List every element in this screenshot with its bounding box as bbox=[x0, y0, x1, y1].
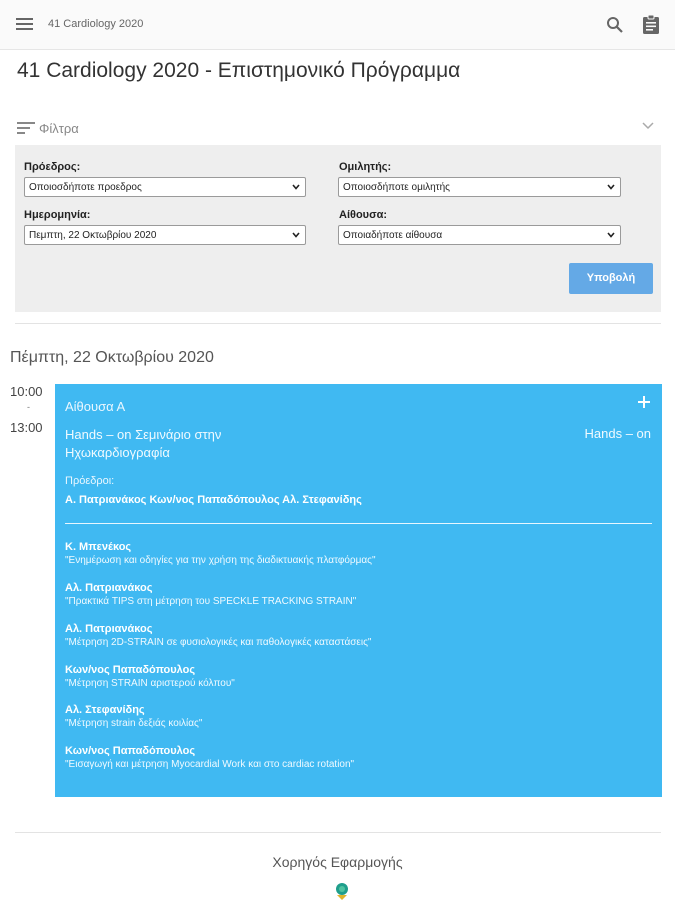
menu-icon[interactable] bbox=[16, 18, 33, 31]
clipboard-icon[interactable] bbox=[642, 14, 660, 35]
talk-item bbox=[65, 704, 645, 731]
session-card[interactable] bbox=[55, 384, 662, 797]
divider bbox=[15, 832, 661, 833]
session-time-start: 10:00 bbox=[10, 384, 43, 399]
session-type: Hands – on bbox=[584, 426, 651, 441]
chevron-down-icon bbox=[607, 231, 615, 239]
session-time-separator: - bbox=[27, 402, 30, 412]
speaker-select[interactable] bbox=[338, 177, 621, 197]
talk-title: "Ενημέρωση και οδηγίες για την χρήση της διαδικτυακής πλατφόρμας" bbox=[65, 555, 376, 566]
talk-item bbox=[65, 541, 645, 568]
session-room: Αίθουσα Α bbox=[65, 399, 126, 414]
app-title: 41 Cardiology 2020 bbox=[48, 18, 144, 30]
talk-item bbox=[65, 623, 645, 650]
talk-title: "Εισαγωγή και μέτρηση Myocardial Work και στο cardiac rotation" bbox=[65, 759, 355, 770]
submit-button[interactable]: Υποβολή bbox=[569, 263, 653, 294]
talk-speaker: Κων/νος Παπαδόπουλος bbox=[65, 745, 196, 757]
chair-label: Πρόεδρος: bbox=[24, 161, 81, 173]
chevron-down-icon bbox=[292, 183, 300, 191]
room-select-value: Οποιαδήποτε αίθουσα bbox=[343, 230, 443, 241]
talk-item bbox=[65, 582, 645, 609]
app-bar bbox=[0, 0, 675, 50]
date-select-value: Πεμπτη, 22 Οκτωβρίου 2020 bbox=[29, 230, 157, 241]
divider bbox=[15, 323, 661, 324]
talk-speaker: Κ. Μπενέκος bbox=[65, 541, 132, 553]
speaker-label: Ομιλητής: bbox=[339, 161, 392, 173]
sponsor-logo bbox=[334, 881, 350, 900]
talk-speaker: Κων/νος Παπαδόπουλος bbox=[65, 664, 196, 676]
room-select[interactable] bbox=[338, 225, 621, 245]
filters-label: Φίλτρα bbox=[39, 121, 79, 136]
day-title: Πέμπτη, 22 Οκτωβρίου 2020 bbox=[10, 349, 214, 366]
session-time-end: 13:00 bbox=[10, 420, 43, 435]
talk-title: "Μέτρηση STRAIN αριστερού κόλπου" bbox=[65, 678, 235, 689]
chair-select[interactable] bbox=[24, 177, 306, 197]
chevron-down-icon bbox=[641, 121, 655, 131]
date-select[interactable] bbox=[24, 225, 306, 245]
plus-icon[interactable] bbox=[638, 396, 650, 408]
talk-item bbox=[65, 664, 645, 691]
session-title: Hands – on Σεμινάριο στην Ηχωκαρδιογραφία bbox=[65, 427, 222, 460]
room-label: Αίθουσα: bbox=[339, 209, 388, 221]
talk-speaker: Αλ. Στεφανίδης bbox=[65, 704, 145, 716]
talk-title: "Πρακτικά TIPS στη μέτρηση του SPECKLE TRACKING STRAIN" bbox=[65, 596, 357, 607]
talk-title: "Μέτρηση 2D-STRAIN σε φυσιολογικές και παθολογικές καταστάσεις" bbox=[65, 637, 372, 648]
divider bbox=[65, 523, 652, 524]
talk-item bbox=[65, 745, 645, 772]
sponsor-label: Χορηγός Εφαρμογής bbox=[272, 854, 403, 870]
chairs-names: Α. Πατριανάκος Κων/νος Παπαδόπουλος Αλ. Στεφανίδης bbox=[65, 494, 362, 506]
chairs-label: Πρόεδροι: bbox=[65, 475, 115, 487]
filters-toggle[interactable] bbox=[15, 115, 661, 145]
chevron-down-icon bbox=[292, 231, 300, 239]
speaker-select-value: Οποιοσδήποτε ομιλητής bbox=[343, 182, 450, 193]
chevron-down-icon bbox=[607, 183, 615, 191]
talk-title: "Μέτρηση strain δεξιάς κοιλίας" bbox=[65, 718, 203, 729]
chair-select-value: Οποιοσδήποτε προεδρος bbox=[29, 182, 142, 193]
search-icon[interactable] bbox=[606, 16, 624, 34]
talk-speaker: Αλ. Πατριανάκος bbox=[65, 623, 153, 635]
page-title: 41 Cardiology 2020 - Επιστημονικό Πρόγραμμα bbox=[17, 59, 461, 82]
filters-panel bbox=[15, 145, 661, 312]
filter-icon bbox=[17, 122, 35, 134]
date-label: Ημερομηνία: bbox=[24, 209, 91, 221]
talk-speaker: Αλ. Πατριανάκος bbox=[65, 582, 153, 594]
